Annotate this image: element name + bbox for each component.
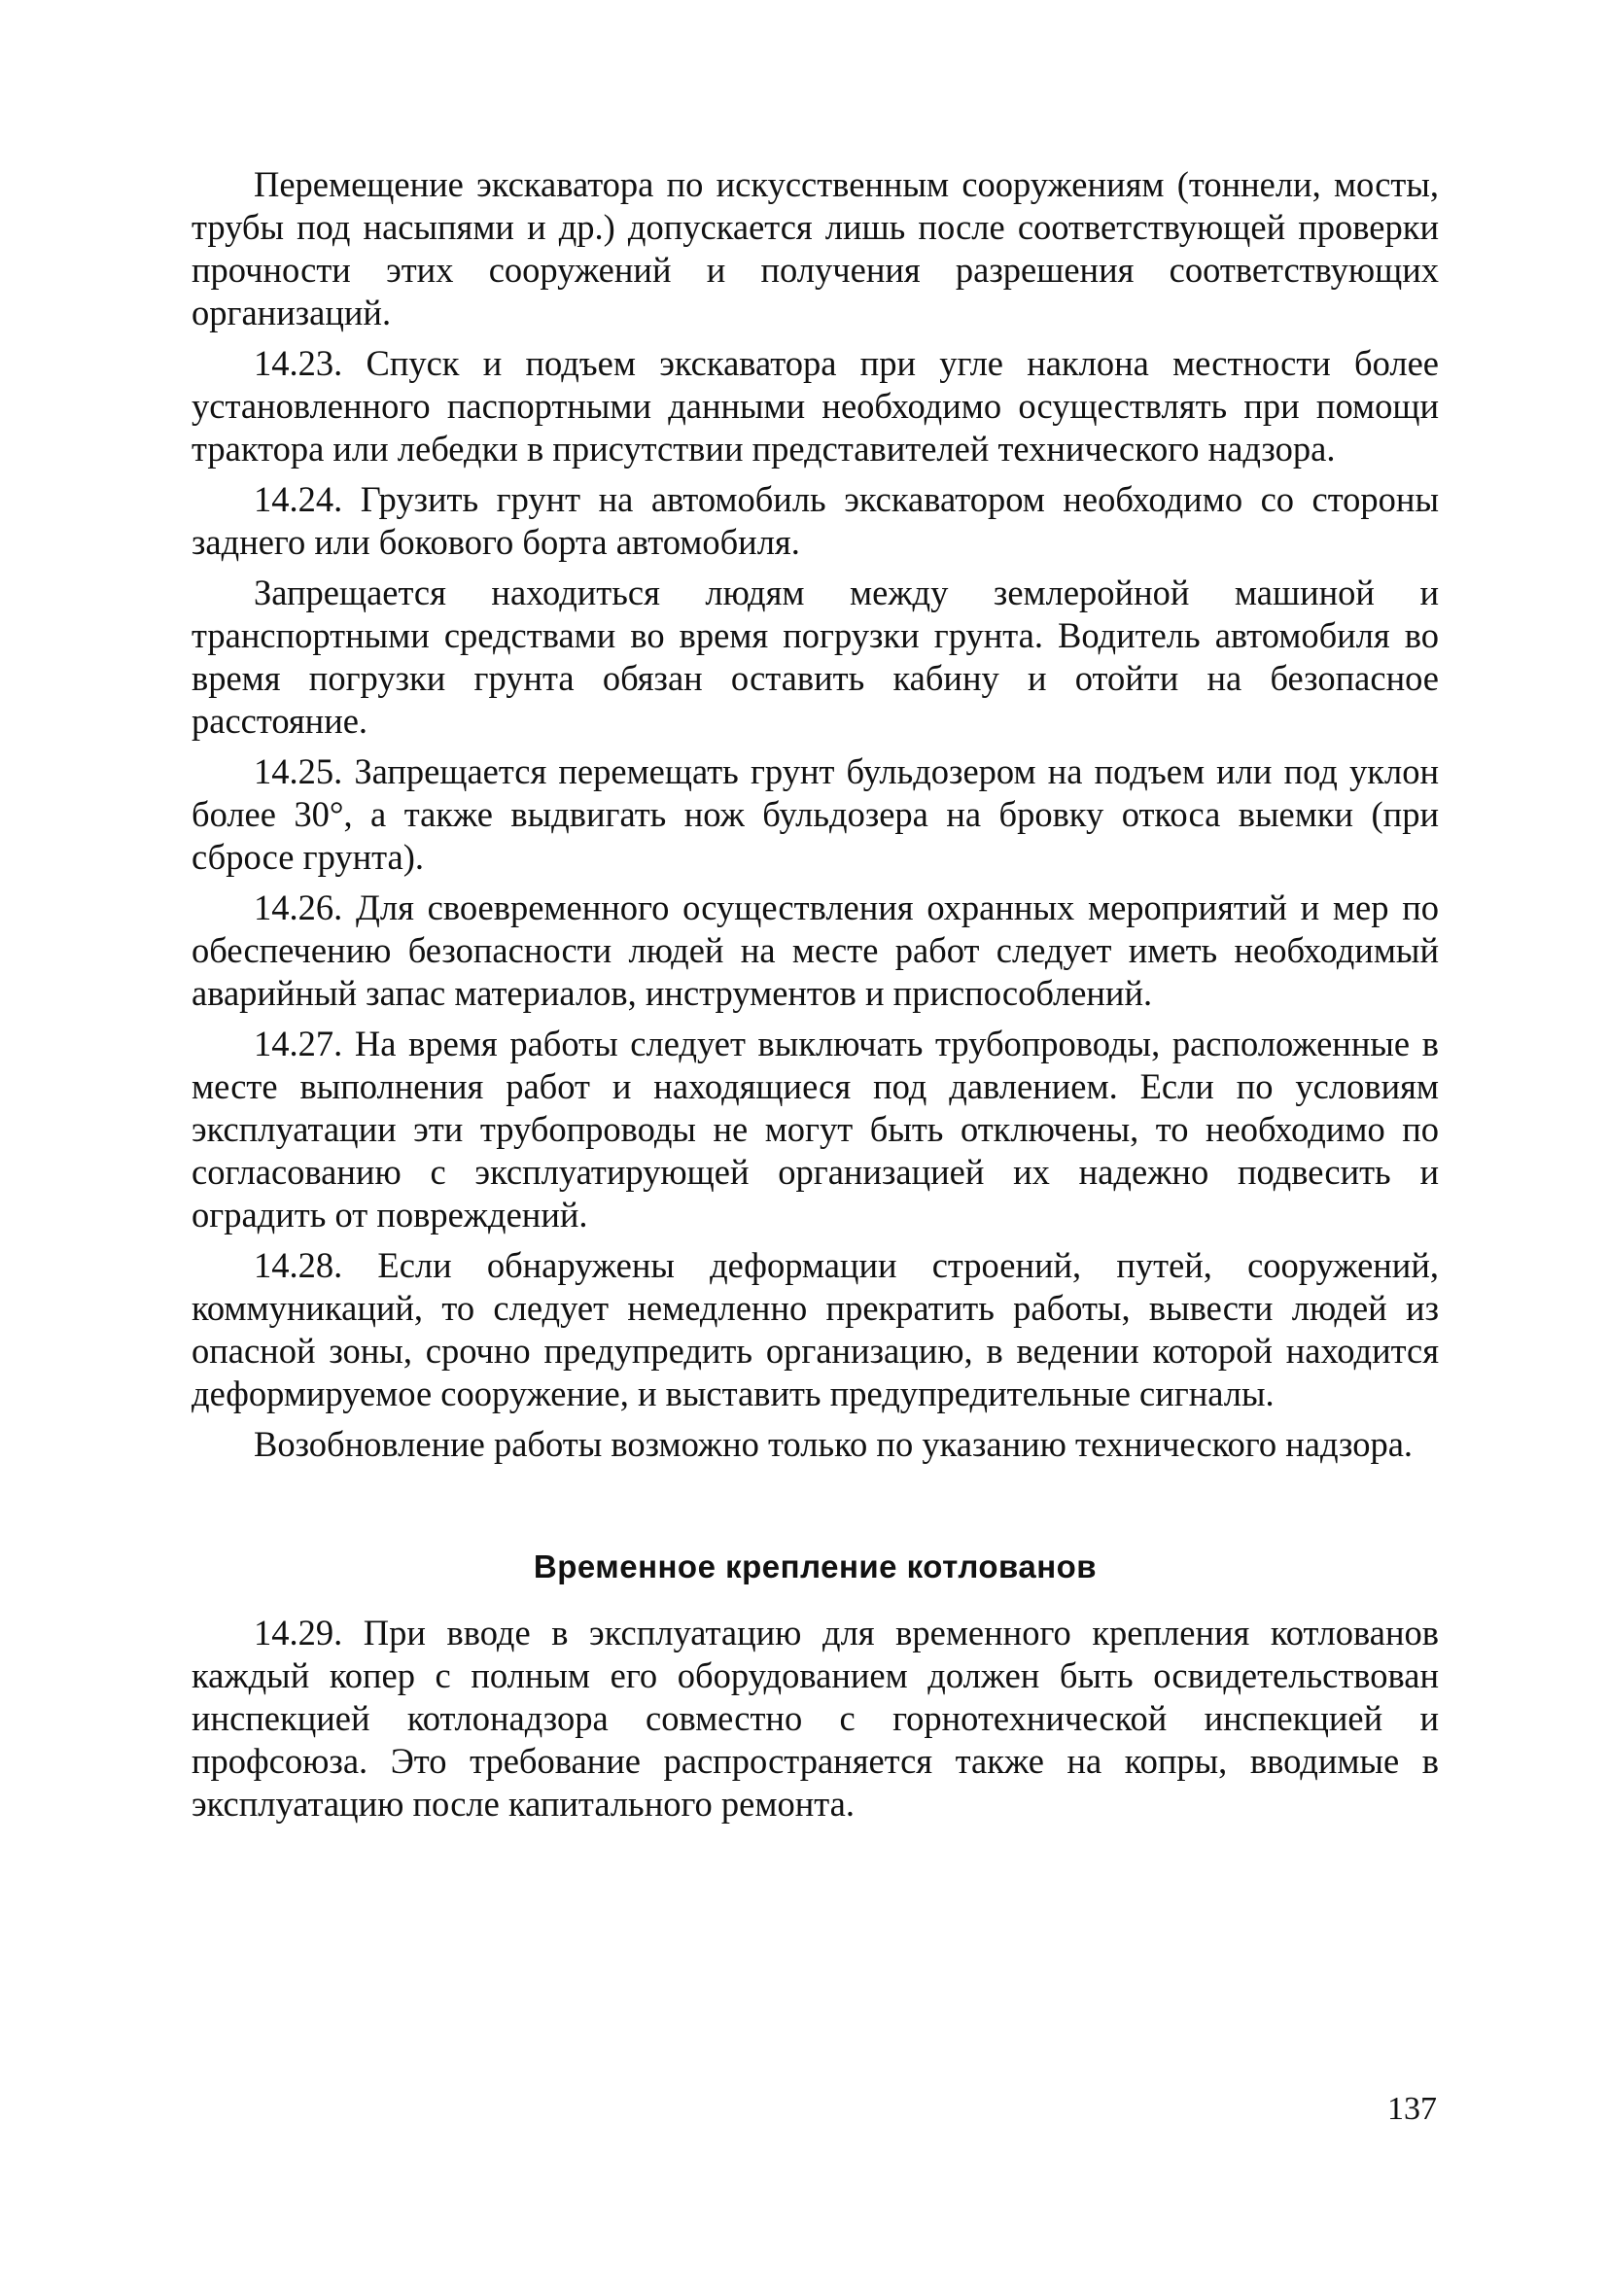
page-number: 137 [1387, 2091, 1437, 2127]
paragraph-intro: Перемещение экскаватора по искусственным сооружениям (тоннели, мосты, трубы под насыпями и др.) допускается лишь после соответствующей проверки прочности этих сооружений и получения разрешения соответствующих организаций. [192, 164, 1439, 332]
section-heading: Временное крепление котлованов [533, 1548, 1098, 1584]
paragraph-14-23: 14.23. Спуск и подъем экскаватора при угле наклона местности более установленного паспортными данными необходимо осуществлять при помощи трактора или лебедки в присутствии представителей технического надзора. [192, 343, 1439, 469]
page-body [192, 163, 1439, 1833]
paragraph-14-27: 14.27. На время работы следует выключать трубопроводы, расположенные в месте выполнения работ и находящиеся под давлением. Если по условиям эксплуатации эти трубопроводы не могут быть отключены, то необходимо по согласованию с эксплуатирующей организацией их надежно подвесить и оградить от повреждений. [192, 1024, 1439, 1235]
paragraph-14-25: 14.25. Запрещается перемещать грунт бульдозером на подъем или под уклон более 30°, а также выдвигать нож бульдозера на бровку откоса выемки (при сбросе грунта). [192, 751, 1439, 877]
paragraph-loading-prohibition: Запрещается находиться людям между землеройной машиной и транспортными средствами во время погрузки грунта. Водитель автомобиля во время погрузки грунта обязан оставить кабину и отойти на безопасное расстояние. [192, 573, 1439, 741]
paragraph-14-28: 14.28. Если обнаружены деформации строений, путей, сооружений, коммуникаций, то следует немедленно прекратить работы, вывести людей из опасной зоны, срочно предупредить организацию, в ведении которой находится деформируемое сооружение, и выставить предупредительные сигналы. [192, 1245, 1439, 1413]
paragraph-14-29: 14.29. При вводе в эксплуатацию для временного крепления котлованов каждый копер с полным его оборудованием должен быть освидетельствован инспекцией котлонадзора совместно с горнотехнической инспекцией и профсоюза. Это требование распространяется также на копры, вводимые в эксплуатацию после капитального ремонта. [192, 1613, 1439, 1824]
paragraph-14-26: 14.26. Для своевременного осуществления охранных мероприятий и мер по обеспечению безопасности людей на месте работ следует иметь необходимый аварийный запас материалов, инструментов и приспособлений. [192, 887, 1439, 1013]
paragraph-14-24: 14.24. Грузить грунт на автомобиль экскаватором необходимо со стороны заднего или бокового борта автомобиля. [192, 479, 1439, 562]
paragraph-resumption: Возобновление работы возможно только по указанию технического надзора. [254, 1424, 1414, 1464]
